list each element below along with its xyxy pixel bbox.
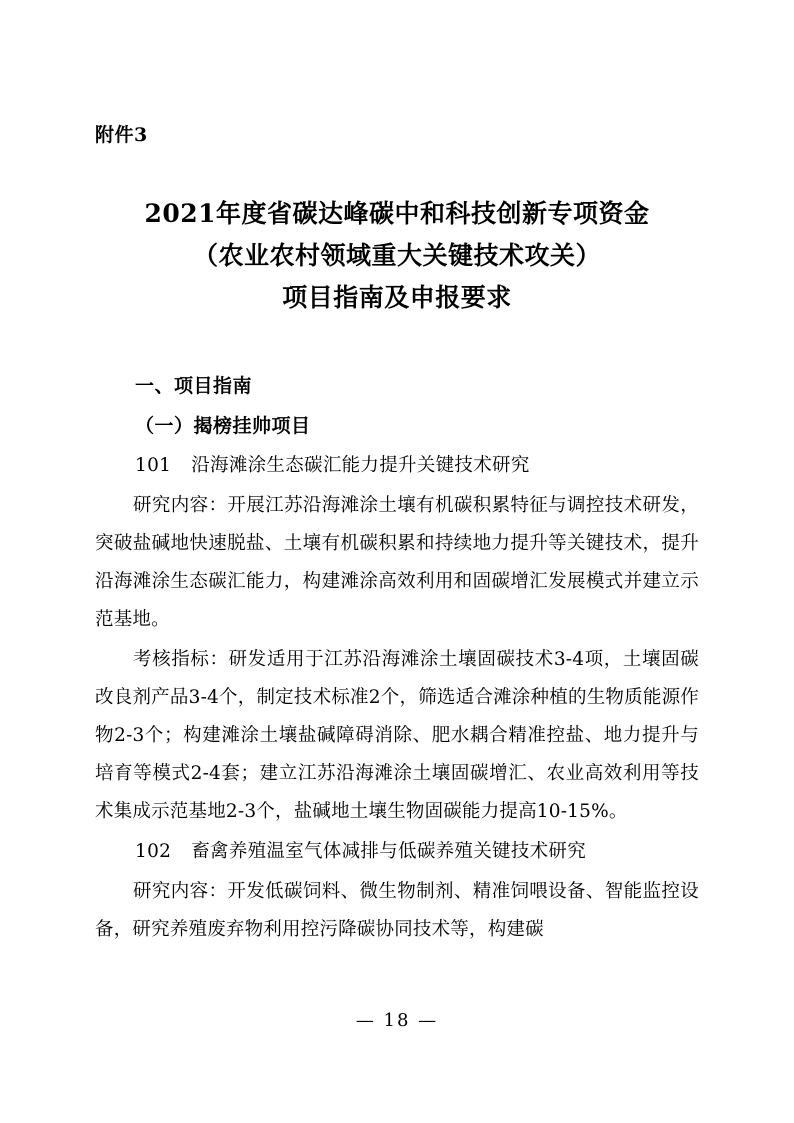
title-line-2: （农业农村领域重大关键技术攻关）	[192, 241, 601, 270]
document-body	[95, 120, 699, 951]
title-line-3: 项目指南及申报要求	[282, 283, 512, 312]
page-number: — 18 —	[355, 1010, 439, 1031]
subsection-heading-1: （一）揭榜挂帅项目	[135, 415, 311, 437]
title-line-1: 2021年度省碳达峰碳中和科技创新专项资金	[144, 199, 650, 228]
item-101-paragraph-1: 研究内容：开展江苏沿海滩涂土壤有机碳积累特征与调控技术研发，突破盐碱地快速脱盐、土壤有机碳积累和持续地力提升等关键技术，提升沿海滩涂生态碳汇能力，构建滩涂高效利用和固碳增汇发展模式并建立示范基地。	[95, 495, 699, 630]
section-heading-1: 一、项目指南	[135, 375, 253, 397]
item-number-102: 102	[135, 841, 172, 862]
attachment-label: 附件3	[95, 124, 148, 146]
item-number-101: 101	[135, 455, 172, 476]
item-102-paragraph-1: 研究内容：开发低碳饲料、微生物制剂、精准饲喂设备、智能监控设备，研究养殖废弃物利用控污降碳协同技术等，构建碳	[95, 881, 699, 940]
item-title-102: 畜禽养殖温室气体减排与低碳养殖关键技术研究	[191, 841, 587, 862]
item-101-paragraph-2: 考核指标：研发适用于江苏沿海滩涂土壤固碳技术3-4项，土壤固碳改良剂产品3-4个，制定技术标准2个，筛选适合滩涂种植的生物质能源作物2-3个；构建滩涂土壤盐碱障碍消除、肥水耦合精准控盐、地力提升与培育等模式2-4套；建立江苏沿海滩涂土壤固碳增汇、农业高效利用等技术集成示范基地2-3个，盐碱地土壤生物固碳能力提高10-15%。	[95, 649, 699, 822]
item-title-101: 沿海滩涂生态碳汇能力提升关键技术研究	[191, 455, 530, 476]
item-heading-102	[95, 833, 699, 871]
page-title	[117, 193, 677, 319]
item-heading-101	[95, 447, 699, 485]
